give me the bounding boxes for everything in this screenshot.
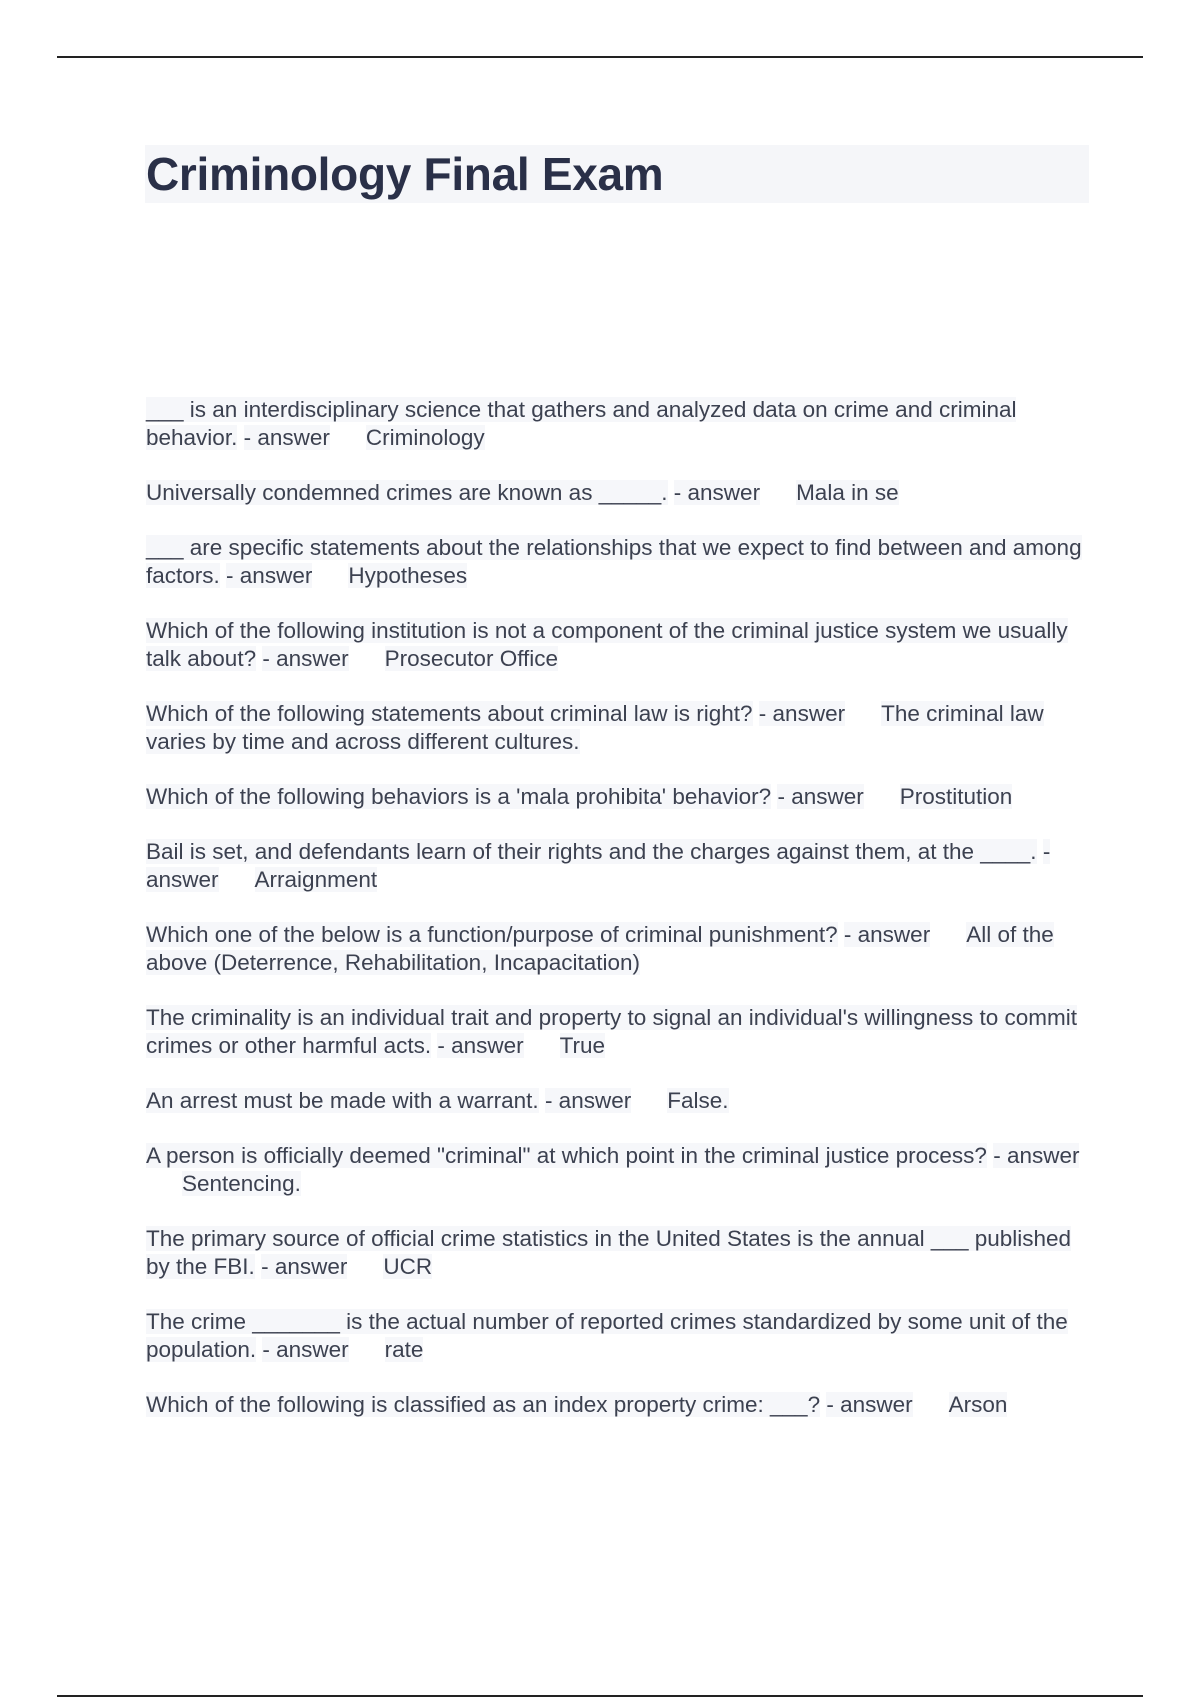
question-item xyxy=(146,783,1094,811)
question-text: Which of the following institution is not a component of the criminal justice system we usually talk about? xyxy=(146,618,1068,671)
question-list xyxy=(146,396,1094,1446)
answer-label: - answer xyxy=(437,1033,524,1058)
answer-label: - answer xyxy=(826,1392,913,1417)
answer-label: - answer xyxy=(146,839,1051,892)
answer-text: All of the above (Deterrence, Rehabilitation, Incapacitation) xyxy=(146,922,1054,975)
answer-label: - answer xyxy=(673,480,761,505)
question-text: The crime _______ is the actual number of reported crimes standardized by some unit of the population. xyxy=(146,1309,1068,1362)
answer-label: - answer xyxy=(262,1337,349,1362)
answer-label: - answer xyxy=(544,1088,632,1113)
answer-text: Criminology xyxy=(365,425,485,450)
question-item xyxy=(146,921,1094,977)
answer-text: Arraignment xyxy=(254,867,378,892)
answer-label: - answer xyxy=(243,425,330,450)
answer-text: The criminal law varies by time and across different cultures. xyxy=(146,701,1044,754)
question-item xyxy=(146,1087,1094,1115)
answer-label: - answer xyxy=(843,922,931,947)
question-text: Which of the following statements about criminal law is right? xyxy=(146,701,753,726)
question-text: ___ are specific statements about the relationships that we expect to find between and among factors. xyxy=(146,535,1082,588)
question-text: Universally condemned crimes are known as _____. xyxy=(146,480,668,505)
question-item xyxy=(146,479,1094,507)
question-text: The criminality is an individual trait and property to signal an individual's willingness to commit crimes or other harmful acts. xyxy=(146,1005,1077,1058)
question-item xyxy=(146,534,1094,590)
answer-text: Prosecutor Office xyxy=(384,646,559,671)
question-item xyxy=(146,617,1094,673)
question-item xyxy=(146,1391,1094,1419)
answer-text: Arson xyxy=(948,1392,1008,1417)
header-rule xyxy=(57,56,1143,58)
answer-label: - answer xyxy=(262,646,349,671)
answer-label: - answer xyxy=(261,1254,348,1279)
question-item xyxy=(146,1225,1094,1281)
question-text: An arrest must be made with a warrant. xyxy=(146,1088,539,1113)
answer-text: True xyxy=(559,1033,606,1058)
question-item xyxy=(146,1004,1094,1060)
question-text: A person is officially deemed "criminal" at which point in the criminal justice process? xyxy=(146,1143,987,1168)
answer-text: Mala in se xyxy=(796,480,899,505)
question-text: Which one of the below is a function/purpose of criminal punishment? xyxy=(146,922,838,947)
answer-text: False. xyxy=(667,1088,729,1113)
answer-text: Hypotheses xyxy=(348,563,468,588)
question-text: Bail is set, and defendants learn of their rights and the charges against them, at the ____. xyxy=(146,839,1037,864)
answer-text: UCR xyxy=(383,1254,433,1279)
page-title: Criminology Final Exam xyxy=(146,148,664,200)
answer-label: - answer xyxy=(993,1143,1080,1168)
question-item xyxy=(146,700,1094,756)
footer-rule xyxy=(57,1695,1143,1697)
question-item xyxy=(146,838,1094,894)
question-item xyxy=(146,396,1094,452)
answer-label: - answer xyxy=(777,784,864,809)
question-text: Which of the following is classified as an index property crime: ___? xyxy=(146,1392,821,1417)
answer-text: Sentencing. xyxy=(182,1171,301,1196)
answer-text: Prostitution xyxy=(899,784,1013,809)
question-text: ___ is an interdisciplinary science that gathers and analyzed data on crime and criminal behavior. xyxy=(146,397,1017,450)
question-item xyxy=(146,1308,1094,1364)
answer-label: - answer xyxy=(226,563,313,588)
question-text: The primary source of official crime statistics in the United States is the annual ___ published by the FBI. xyxy=(146,1226,1072,1279)
question-item xyxy=(146,1142,1094,1198)
answer-text: rate xyxy=(384,1337,424,1362)
question-text: Which of the following behaviors is a 'mala prohibita' behavior? xyxy=(146,784,772,809)
answer-label: - answer xyxy=(758,701,846,726)
